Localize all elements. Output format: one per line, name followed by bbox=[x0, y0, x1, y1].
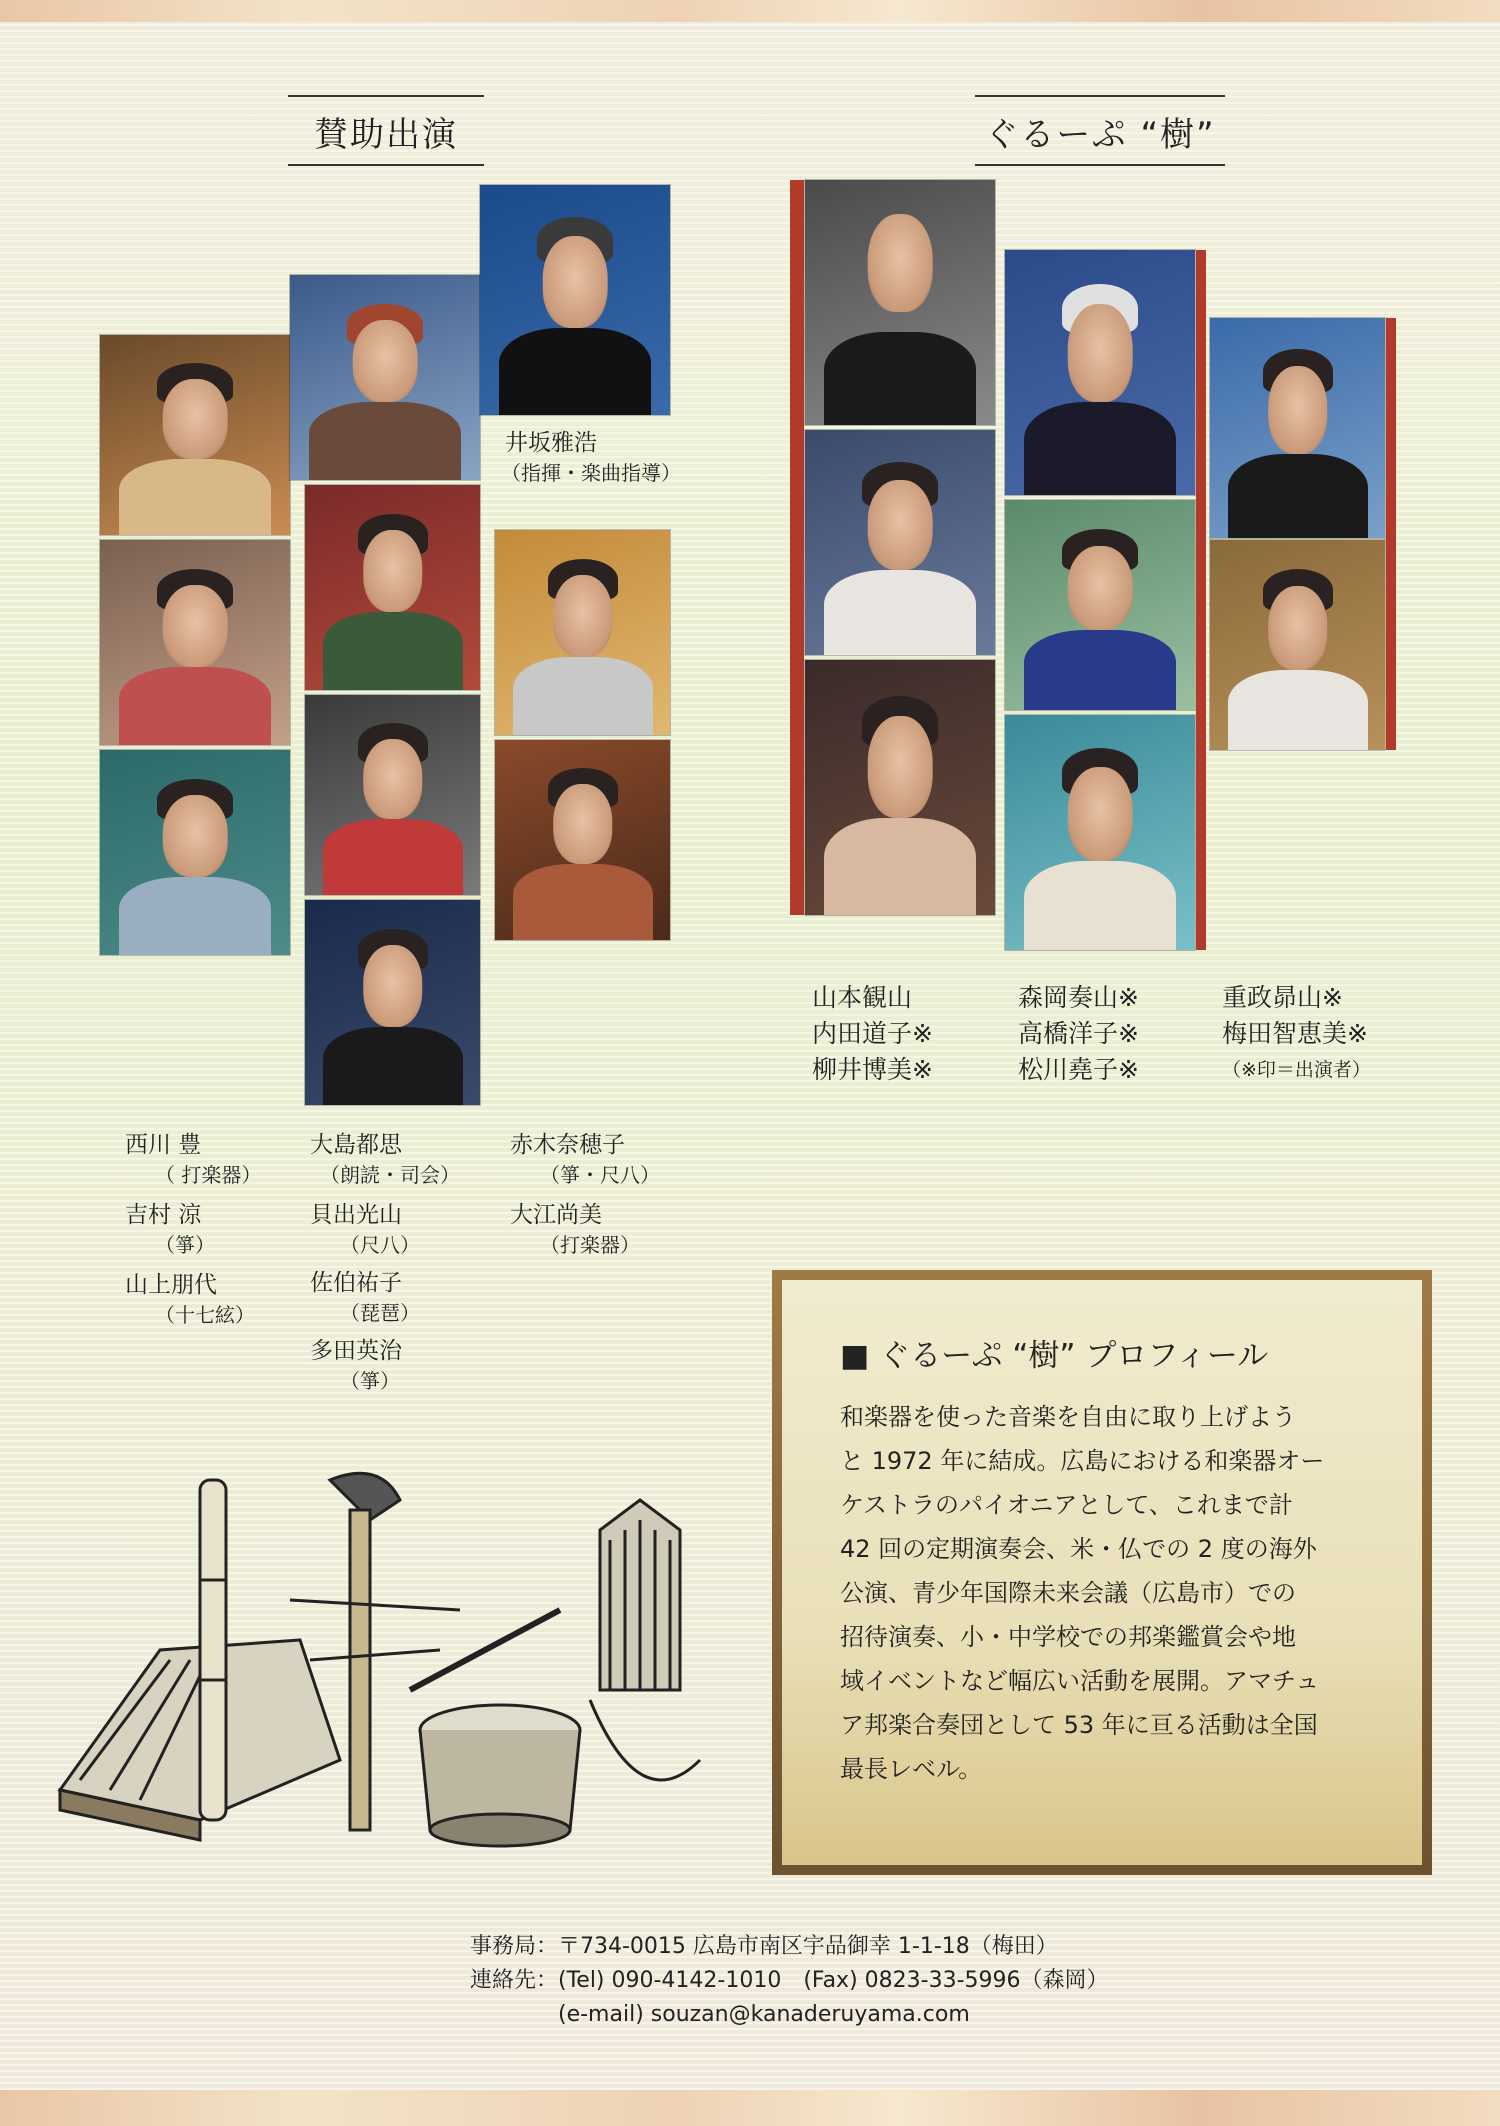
profile-line: 公演、青少年国際未来会議（広島市）での bbox=[840, 1579, 1296, 1607]
sponsor-name-block bbox=[310, 1130, 460, 1190]
sponsor-role: （箏） bbox=[340, 1369, 400, 1393]
performer-note: （※印＝出演者） bbox=[1222, 1059, 1371, 1081]
bottom-decorative-band bbox=[0, 2090, 1500, 2126]
sponsor-name-block bbox=[310, 1200, 420, 1260]
member-name: 梅田智恵美※ bbox=[1222, 1019, 1368, 1048]
photo-akagi bbox=[495, 530, 670, 735]
phone-fax: 連絡先：(Tel) 090-4142-1010 (Fax) 0823-33-5996（森岡） bbox=[470, 1968, 1109, 1993]
sponsor-name: 山上朋代 bbox=[125, 1272, 217, 1298]
conductor-name: 井坂雅浩 bbox=[505, 430, 597, 456]
photo-umeda bbox=[1210, 540, 1385, 750]
conductor-role: （指揮・楽曲指導） bbox=[501, 461, 681, 485]
profile-line: 域イベントなど幅広い活動を展開。アマチュ bbox=[840, 1667, 1320, 1695]
photo-yanai bbox=[805, 660, 995, 915]
sponsor-role: （打楽器） bbox=[540, 1233, 640, 1257]
group-names-col3 bbox=[1222, 980, 1371, 1088]
photo-takahashi bbox=[1005, 500, 1195, 710]
sponsor-name: 赤木奈穂子 bbox=[510, 1132, 625, 1158]
profile-line: 招待演奏、小・中学校での邦楽鑑賞会や地 bbox=[840, 1623, 1296, 1651]
member-name: 柳井博美※ bbox=[812, 1055, 933, 1084]
sponsor-name-block bbox=[310, 1336, 402, 1396]
sponsor-section-title: 賛助出演 bbox=[288, 95, 484, 166]
photo-shigemasa bbox=[1210, 318, 1385, 538]
member-name: 森岡奏山※ bbox=[1018, 983, 1139, 1012]
top-decorative-band bbox=[0, 0, 1500, 22]
sponsor-role: （尺八） bbox=[340, 1233, 420, 1257]
profile-line: ケストラのパイオニアとして、これまで計 bbox=[840, 1491, 1293, 1519]
sponsor-role: （箏・尺八） bbox=[540, 1163, 660, 1187]
member-name: 内田道子※ bbox=[812, 1019, 933, 1048]
sponsor-name: 西川 豊 bbox=[125, 1132, 202, 1158]
profile-line: ア邦楽合奏団として 53 年に亘る活動は全国 bbox=[840, 1711, 1318, 1739]
sponsor-name: 佐伯祐子 bbox=[310, 1270, 402, 1296]
sponsor-name: 吉村 涼 bbox=[125, 1202, 202, 1228]
profile-line: と 1972 年に結成。広島における和楽器オー bbox=[840, 1447, 1325, 1475]
profile-line: 42 回の定期演奏会、米・仏での 2 度の海外 bbox=[840, 1535, 1317, 1563]
sponsor-name-block bbox=[125, 1130, 261, 1190]
photo-saeki bbox=[305, 695, 480, 895]
photo-yamamoto bbox=[805, 180, 995, 425]
photo-morioka bbox=[1005, 250, 1195, 495]
sponsor-role: （琵琶） bbox=[340, 1301, 420, 1325]
sponsor-name-block bbox=[125, 1200, 215, 1260]
photo-yoshimura bbox=[100, 540, 290, 745]
sponsor-name-block bbox=[125, 1270, 255, 1330]
accent-bar bbox=[1386, 318, 1396, 750]
group-names-col2 bbox=[1018, 980, 1139, 1088]
group-names-col1 bbox=[812, 980, 933, 1088]
member-name: 高橋洋子※ bbox=[1018, 1019, 1139, 1048]
profile-line: 和楽器を使った音楽を自由に取り上げよう bbox=[840, 1403, 1296, 1431]
photo-tada bbox=[305, 900, 480, 1105]
accent-bar bbox=[790, 180, 804, 915]
contact-info bbox=[470, 1930, 1109, 2032]
office-address: 事務局：〒734-0015 広島市南区宇品御幸 1-1-18（梅田） bbox=[470, 1934, 1058, 1959]
sponsor-name: 貝出光山 bbox=[310, 1202, 402, 1228]
photo-isaka bbox=[480, 185, 670, 415]
member-name: 松川堯子※ bbox=[1018, 1055, 1139, 1084]
photo-kaide bbox=[305, 485, 480, 690]
member-name: 山本観山 bbox=[812, 983, 913, 1012]
email-address[interactable]: (e-mail) souzan@kanaderuyama.com bbox=[558, 2002, 970, 2027]
photo-oshima bbox=[290, 275, 480, 480]
sponsor-role: （朗読・司会） bbox=[320, 1163, 460, 1187]
member-name: 重政昴山※ bbox=[1222, 983, 1343, 1012]
photo-uchida bbox=[805, 430, 995, 655]
sponsor-name-block bbox=[510, 1200, 640, 1260]
instrument-illustration bbox=[40, 1460, 720, 1860]
profile-line: 最長レベル。 bbox=[840, 1755, 983, 1783]
sponsor-name-block bbox=[510, 1130, 660, 1190]
photo-matsukawa bbox=[1005, 715, 1195, 950]
sponsor-name: 多田英治 bbox=[310, 1338, 402, 1364]
profile-body bbox=[840, 1395, 1360, 1791]
photo-nishikawa bbox=[100, 335, 290, 535]
sponsor-role: （箏） bbox=[155, 1233, 215, 1257]
profile-title: ■ ぐるーぷ “樹” プロフィール bbox=[840, 1338, 1269, 1374]
sponsor-name: 大江尚美 bbox=[510, 1202, 602, 1228]
sponsor-role: （ 打楽器） bbox=[155, 1163, 262, 1187]
accent-bar bbox=[1196, 250, 1206, 950]
sponsor-role: （十七絃） bbox=[155, 1303, 255, 1327]
group-section-title: ぐるーぷ “樹” bbox=[975, 95, 1225, 166]
photo-yamagami bbox=[100, 750, 290, 955]
photo-oe bbox=[495, 740, 670, 940]
sponsor-name: 大島都思 bbox=[310, 1132, 402, 1158]
conductor-name-block bbox=[501, 428, 681, 488]
sponsor-name-block bbox=[310, 1268, 420, 1328]
